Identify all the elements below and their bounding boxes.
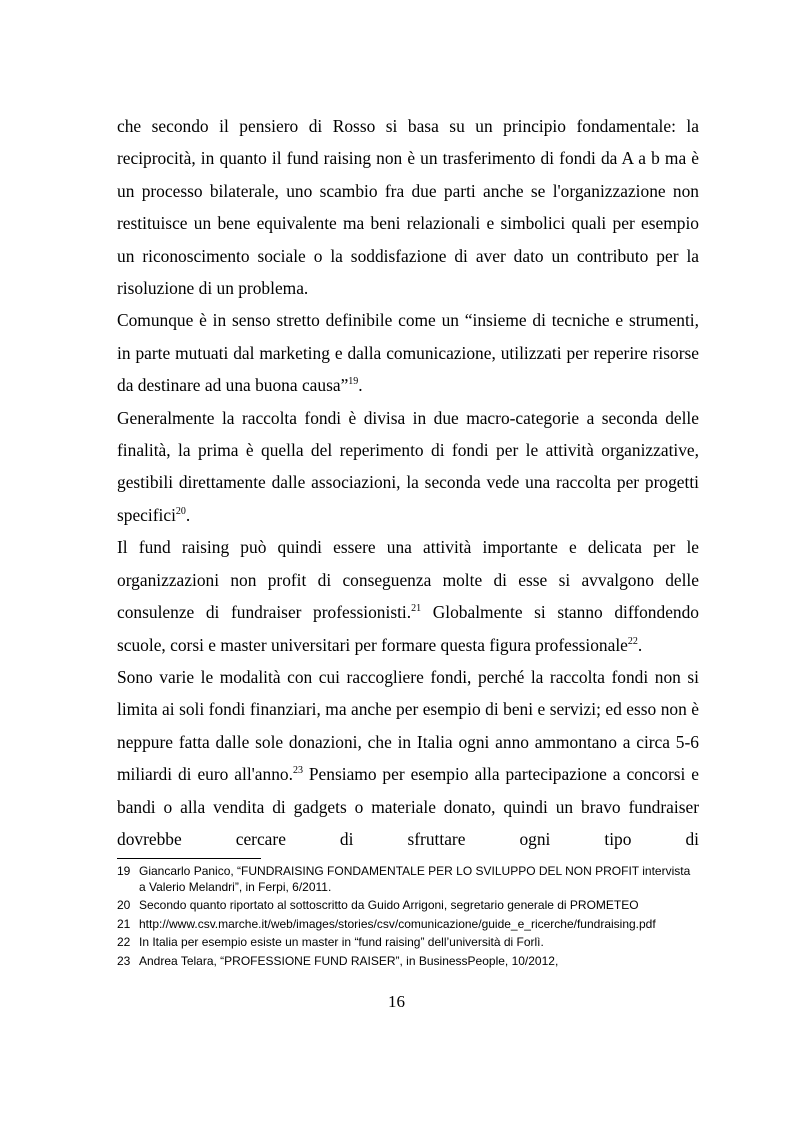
footnote-link[interactable]: http://www.csv.marche.it/web/images/stories/csv/comunicazione/guide_e_ricerche/fundraising.pdf: [139, 916, 656, 931]
footnote-text: Secondo quanto riportato al sottoscritto da Guido Arrigoni, segretario generale di PROMETEO: [139, 898, 639, 912]
footnote-reference[interactable]: 23: [292, 765, 303, 777]
footnote-number: 21: [117, 916, 131, 931]
footnote-text: In Italia per esempio esiste un master in “fund raising” dell’università di Forlì.: [139, 935, 544, 949]
paragraph-text: Comunque è in senso stretto definibile come un “insieme di tecniche e strumenti, in parte mutuati dal marketing e dalla comunicazione, utilizzati per reperire risorse da destinare ad una buona causa”: [117, 310, 699, 396]
page-number: 16: [388, 992, 405, 1011]
footnote-reference[interactable]: 20: [175, 505, 186, 517]
paragraph-text: Sono varie le modalità con cui raccogliere fondi, perché la raccolta fondi non si limita ai soli fondi finanziari, ma anche per esempio di beni e servizi; ed esso non è neppure fatta dalle sole donazioni, che in Italia ogni anno ammontano a circa 5-6 miliardi di euro all'anno.: [117, 666, 699, 785]
footnotes: [117, 864, 697, 972]
paragraph-text: Globalmente si stanno diffondendo scuole, corsi e master universitari per formare questa figura professionale: [117, 602, 700, 655]
paragraph: [117, 531, 699, 661]
paragraph-text: Il fund raising può quindi essere una attività importante e delicata per le organizzazioni non profit di conseguenza molte di esse si avvalgono delle consulenze di fundraiser professionisti.: [117, 537, 699, 623]
paragraph-text: .: [185, 504, 191, 525]
footnote-text: Giancarlo Panico, “FUNDRAISING FONDAMENTALE PER LO SVILUPPO DEL NON PROFIT intervista a Valerio Melandri”, in Ferpi, 6/2011.: [139, 864, 691, 894]
footnote: [117, 954, 697, 970]
footnote-reference[interactable]: 21: [411, 603, 422, 615]
paragraph: [117, 110, 699, 304]
footnote-separator: [117, 858, 261, 859]
footnote: [117, 917, 697, 933]
paragraph-text: .: [358, 375, 363, 396]
footnote-number: 19: [117, 864, 131, 878]
paragraph-text: Generalmente la raccolta fondi è divisa in due macro-categorie a seconda delle finalità, la prima è quella del reperimento di fondi per le attività organizzative, gestibili direttamente dalle associazioni, la seconda vede una raccolta per progetti specifici: [117, 407, 699, 525]
paragraph: [117, 661, 699, 855]
footnote: [117, 864, 697, 895]
paragraph-text: .: [637, 634, 643, 655]
footnote-reference[interactable]: 19: [348, 376, 359, 388]
paragraph: [117, 304, 699, 401]
footnote-number: 23: [117, 953, 131, 968]
footnote-number: 22: [117, 935, 131, 949]
footnote: [117, 935, 697, 951]
footnote-reference[interactable]: 22: [627, 635, 638, 647]
footnote-number: 20: [117, 898, 131, 912]
paragraph-text: che secondo il pensiero di Rosso si basa su un principio fondamentale: la reciprocità, in quanto il fund raising non è un trasferimento di fondi da A a b ma è un processo bilaterale, uno scambio fra due parti anche se l'organizzazione non restituisce un bene equivalente ma beni relazionali e simbolici quali per esempio un riconoscimento sociale o la soddisfazione di aver dato un contributo per la risoluzione di un problema.: [117, 116, 699, 299]
footnote-text: Andrea Telara, “PROFESSIONE FUND RAISER”, in BusinessPeople, 10/2012,: [139, 953, 559, 968]
paragraph: [117, 402, 699, 532]
body-text: [117, 110, 699, 855]
paragraph-text: Pensiamo per esempio alla partecipazione a concorsi e bandi o alla vendita di gadgets o materiale donato, quindi un bravo fundraiser dovrebbe cercare di sfruttare ogni tipo di: [117, 764, 700, 849]
footnote: [117, 898, 697, 914]
